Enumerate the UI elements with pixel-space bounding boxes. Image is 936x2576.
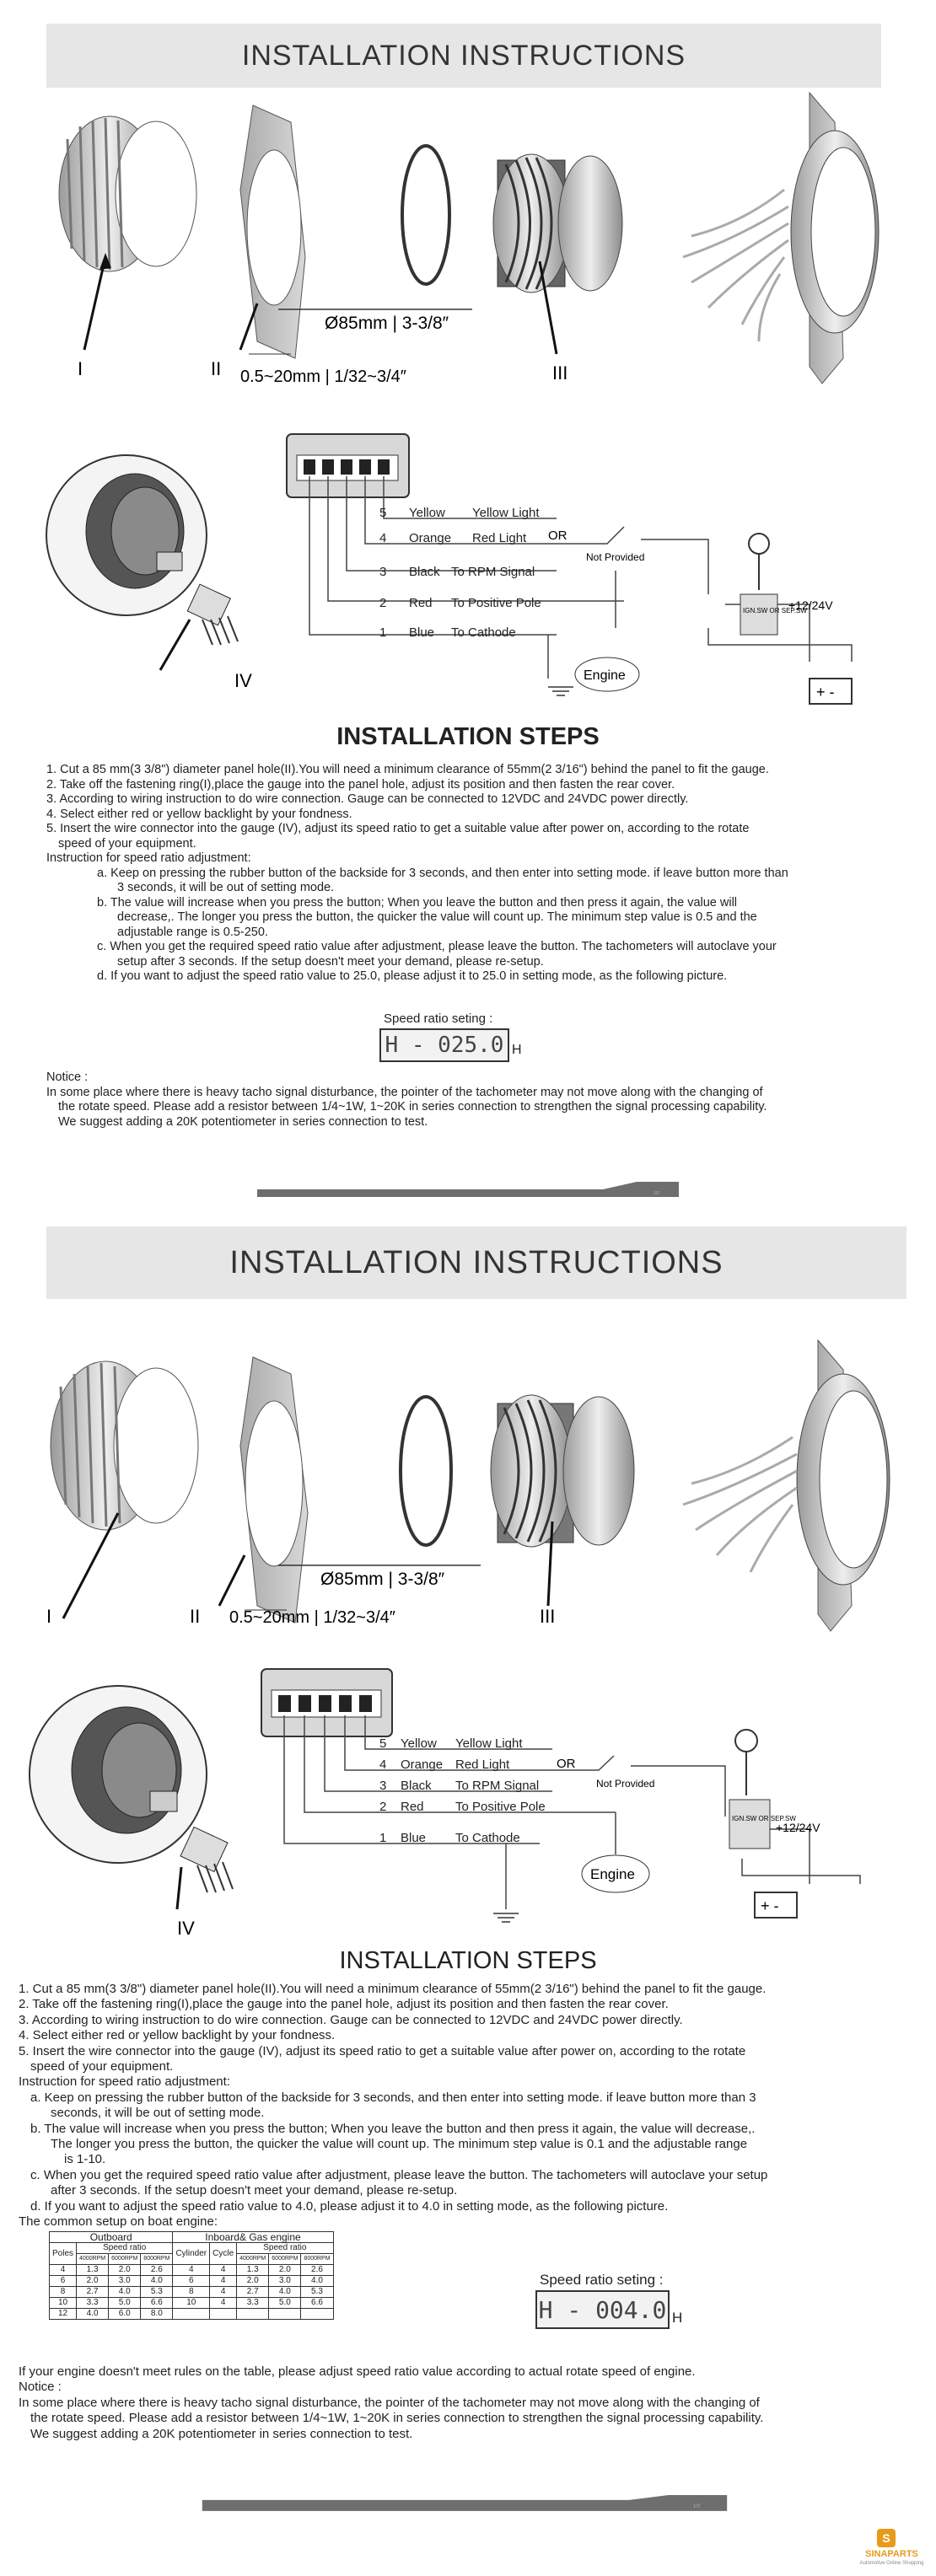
sub-step-b: b. The value will increase when you press the button; When you leave the button and then press it again, the value will decrease,. — [30, 2121, 756, 2136]
sinaparts-logo — [852, 2529, 932, 2569]
step-3: 3. According to wiring instruction to do wire connection. Gauge can be connected to 12VDC and 24VDC power directly. — [46, 792, 689, 806]
notice-line-1: In some place where there is heavy tacho signal disturbance, the pointer of the tachometer may not move along with the changing of — [46, 1085, 763, 1099]
svg-text:3: 3 — [379, 1779, 387, 1793]
sheet1-lcd-display — [379, 1028, 509, 1062]
lcd-value: H - 025.0 — [385, 1033, 504, 1058]
svg-text:Red Light: Red Light — [472, 531, 527, 545]
assembled-gauge-icon — [683, 93, 879, 384]
notice-title: Notice : — [46, 1071, 89, 1084]
threaded-nut-icon — [491, 1395, 634, 1547]
step-5-cont: speed of your equipment. — [58, 836, 196, 851]
notice-line-1: In some place where there is heavy tacho signal disturbance, the pointer of the tachometer may not move along with the changing of — [19, 2395, 760, 2410]
svg-text:Red: Red — [401, 1800, 424, 1814]
step-2: 2. Take off the fastening ring(I),place the gauge into the panel hole, adjust its position and then fasten the rear cover. — [46, 777, 675, 792]
key-icon — [749, 534, 769, 590]
or-label: OR — [557, 1757, 576, 1771]
svg-text:3: 3 — [379, 565, 387, 579]
key-icon — [735, 1730, 757, 1795]
notice-title: Notice : — [19, 2380, 62, 2395]
svg-text:Engine: Engine — [584, 668, 626, 683]
after-table-note: If your engine doesn't meet rules on the table, please adjust speed ratio value according to actual rotate speed of engine. — [19, 2364, 696, 2379]
svg-text:Orange: Orange — [401, 1758, 444, 1772]
sheet2-parts-diagram — [0, 1302, 936, 1640]
step-4: 4. Select either red or yellow backlight by your fondness. — [19, 2028, 336, 2043]
svg-text:4: 4 — [379, 531, 387, 545]
connector-label-iv: IV — [234, 670, 252, 691]
sub-step-b-cont: decrease,. The longer you press the button, the quicker the value will count up. The minimum step value is 0.5 and the — [117, 910, 757, 924]
voltage-label: +12/24V — [788, 598, 833, 612]
svg-text:IGN.SW OR SEP.SW: IGN.SW OR SEP.SW — [732, 1815, 796, 1822]
part-label-iii: III — [540, 1606, 556, 1627]
svg-text:To RPM Signal: To RPM Signal — [455, 1779, 540, 1793]
svg-text:5: 5 — [379, 506, 387, 520]
svg-text:To Positive Pole: To Positive Pole — [451, 596, 541, 610]
svg-text:Red: Red — [409, 596, 433, 610]
sheet1-notice — [46, 1071, 898, 1130]
notice-line-3: We suggest adding a 20K potentiometer in series connection to test. — [30, 2426, 413, 2441]
step-3: 3. According to wiring instruction to do wire connection. Gauge can be connected to 12VDC and 24VDC power directly. — [19, 2012, 683, 2027]
voltage-label: +12/24V — [776, 1821, 820, 1834]
step-5: 5. Insert the wire connector into the gauge (IV), adjust its speed ratio to get a suitable value after power on, according to the rotate — [19, 2043, 746, 2058]
notice-line-3: We suggest adding a 20K potentiometer in series connection to test. — [58, 1114, 428, 1129]
svg-text:Blue: Blue — [409, 625, 435, 640]
sub-step-b-cont2: is 1-10. — [64, 2152, 106, 2167]
notice-line-2: the rotate speed. Please add a resistor between 1/4~1W, 1~20K in series connection to strengthen the signal processing capability. — [58, 1100, 767, 1114]
sheet1-page-number: 1/2 — [654, 1191, 659, 1196]
sub-step-b: b. The value will increase when you press the button; When you leave the button and then press it again, the value will — [97, 895, 738, 910]
engine-icon — [575, 657, 639, 691]
part-label-iii: III — [552, 362, 568, 384]
sheet1-parts-diagram — [0, 89, 936, 409]
logo-icon: S — [877, 2529, 896, 2547]
not-provided-label: Not Provided — [586, 551, 645, 563]
svg-text:2: 2 — [379, 1800, 387, 1814]
hole-diameter-label: Ø85mm | 3-3/8″ — [325, 314, 449, 333]
step-1: 1. Cut a 85 mm(3 3/8") diameter panel hole(II).You will need a minimum clearance of 55mm(2 3/16") behind the panel to fit the gauge. — [46, 763, 769, 776]
sheet2-footer-bar — [19, 2495, 911, 2512]
table-head-outboard: Outboard — [50, 2232, 173, 2243]
wire-connector-icon — [180, 1827, 233, 1892]
instruction-sheet-2 — [0, 1226, 936, 2576]
part-label-ii: II — [211, 358, 222, 379]
o-ring-icon — [402, 146, 449, 284]
sub-step-a-cont: seconds, it will be out of setting mode. — [51, 2106, 265, 2121]
fastening-ring-icon — [51, 1361, 198, 1530]
svg-text:IGN.SW OR SEP.SW: IGN.SW OR SEP.SW — [743, 607, 807, 614]
sub-step-c-cont: setup after 3 seconds. If the setup doesn't meet your demand, please re-setup. — [117, 954, 544, 969]
engine-icon — [582, 1855, 649, 1892]
wire-list — [379, 1736, 546, 1845]
instruction-title: Instruction for speed ratio adjustment: — [46, 851, 251, 865]
svg-text:Red Light: Red Light — [455, 1758, 510, 1772]
svg-text:Yellow: Yellow — [409, 506, 445, 520]
svg-text:Black: Black — [401, 1779, 432, 1793]
sheet2-page-number: 1/2 — [693, 2504, 701, 2509]
table-head-inboard: Inboard& Gas engine — [173, 2232, 333, 2243]
part-label-i: I — [78, 358, 83, 379]
step-1: 1. Cut a 85 mm(3 3/8") diameter panel hole(II).You will need a minimum clearance of 55mm(2 3/16") behind the panel to fit the gauge. — [19, 1982, 767, 1996]
sheet2-notice — [19, 2364, 929, 2442]
svg-text:To Cathode: To Cathode — [455, 1831, 520, 1845]
connector-label-iv: IV — [177, 1918, 195, 1939]
lcd-suffix: H — [512, 1043, 522, 1057]
wire-connector-icon — [187, 584, 238, 645]
table-row: 6 2.0 3.0 4.0 6 4 2.0 3.0 4.0 — [50, 2276, 334, 2287]
threaded-nut-icon — [493, 154, 622, 292]
table-row: 12 4.0 6.0 8.0 — [50, 2309, 334, 2320]
instruction-sheet-1 — [0, 0, 936, 1222]
step-4: 4. Select either red or yellow backlight by your fondness. — [46, 807, 352, 821]
sheet1-steps — [46, 763, 890, 985]
table-row: 8 2.7 4.0 5.3 8 4 2.7 4.0 5.3 — [50, 2287, 334, 2298]
step-5: 5. Insert the wire connector into the gauge (IV), adjust its speed ratio to get a suitable value after power on, according to the rotate — [46, 822, 750, 835]
table-row: 4 1.3 2.0 2.6 4 4 1.3 2.0 2.6 — [50, 2265, 334, 2276]
wire-list — [379, 506, 541, 640]
fastening-ring-icon — [59, 116, 196, 271]
sheet1-wiring-diagram — [0, 426, 936, 712]
svg-text:Black: Black — [409, 565, 440, 579]
svg-text:2: 2 — [379, 596, 387, 610]
panel-thickness-label: 0.5~20mm | 1/32~3/4″ — [229, 1608, 395, 1627]
sheet1-header — [46, 24, 881, 88]
svg-text:5: 5 — [379, 1736, 387, 1751]
svg-text:+ -: + - — [761, 1897, 779, 1914]
table-row: 10 3.3 5.0 6.6 10 4 3.3 5.0 6.6 — [50, 2298, 334, 2309]
common-setup-title: The common setup on boat engine: — [19, 2214, 218, 2230]
sheet2-speed-ratio-label: Speed ratio seting : — [540, 2272, 664, 2288]
notice-line-2: the rotate speed. Please add a resistor between 1/4~1W, 1~20K in series connection to strengthen the signal processing capability. — [30, 2411, 764, 2426]
sub-step-c-cont: after 3 seconds. If the setup doesn't meet your demand, please re-setup. — [51, 2183, 458, 2198]
assembled-gauge-icon — [683, 1340, 890, 1631]
sheet2-steps-title: INSTALLATION STEPS — [339, 1947, 597, 1974]
hole-diameter-label: Ø85mm | 3-3/8″ — [320, 1570, 445, 1589]
sub-step-b-cont: The longer you press the button, the quicker the value will count up. The minimum step value is 0.1 and the adjustable range — [51, 2137, 748, 2152]
sub-step-b-cont2: adjustable range is 0.5-250. — [117, 925, 268, 939]
o-ring-icon — [401, 1397, 451, 1545]
svg-text:+ -: + - — [816, 684, 835, 700]
part-label-ii: II — [190, 1606, 201, 1627]
sub-step-d: d. If you want to adjust the speed ratio value to 25.0, please adjust it to 25.0 in setting mode, as the following picture. — [97, 969, 728, 983]
step-2: 2. Take off the fastening ring(I),place the gauge into the panel hole, adjust its position and then fasten the rear cover. — [19, 1997, 669, 2012]
speed-ratio-table: Outboard Inboard& Gas engine Poles Speed ratio Cylinder Cycle Speed ratio 4000RPM 6000RPM 8000RPM 4000RPM 6000RPM 8000RPM 4 1.3 2.0 2.6 4 4 1.3 2.0 2.6 6 2.0 3.0 4.0 6 4 2.0 3.0 4.0 8 2.7 4.0 5.3 8 4 2.7 4.0 5.3 10 3.3 5.0 6.6 10 4 3.3 5.0 6.6 12 4.0 6.0 8.0 — [49, 2231, 334, 2320]
svg-text:Yellow Light: Yellow Light — [455, 1736, 523, 1751]
sheet1-header-title: INSTALLATION INSTRUCTIONS — [241, 39, 686, 72]
lcd-suffix: H — [672, 2310, 683, 2326]
sheet2-steps — [19, 1982, 929, 2230]
sheet1-speed-ratio-label: Speed ratio seting : — [384, 1012, 493, 1026]
svg-text:Engine: Engine — [590, 1866, 635, 1882]
battery-icon — [755, 1892, 797, 1918]
svg-text:Yellow Light: Yellow Light — [472, 506, 540, 520]
svg-text:To Positive Pole: To Positive Pole — [455, 1800, 546, 1814]
svg-text:Yellow: Yellow — [401, 1736, 437, 1751]
lcd-value: H - 004.0 — [538, 2295, 667, 2324]
not-provided-label: Not Provided — [596, 1778, 655, 1790]
panel-plate-icon — [240, 1357, 308, 1623]
or-label: OR — [548, 529, 568, 543]
svg-text:To Cathode: To Cathode — [451, 625, 516, 640]
sheet2-header — [46, 1226, 906, 1299]
panel-thickness-label: 0.5~20mm | 1/32~3/4″ — [240, 368, 406, 386]
sheet2-header-title: INSTALLATION INSTRUCTIONS — [229, 1244, 724, 1280]
sheet1-footer-bar — [46, 1182, 890, 1199]
sheet2-lcd-display — [535, 2290, 670, 2329]
sub-step-a-cont: 3 seconds, it will be out of setting mode. — [117, 881, 335, 894]
sub-step-a: a. Keep on pressing the rubber button of the backside for 3 seconds, and then enter into setting mode. if leave button more than 3 — [30, 2090, 756, 2105]
ground-icon — [493, 1913, 519, 1922]
instruction-title: Instruction for speed ratio adjustment: — [19, 2074, 230, 2090]
sheet1-steps-title: INSTALLATION STEPS — [336, 723, 600, 750]
ground-icon — [548, 687, 573, 695]
svg-text:Blue: Blue — [401, 1831, 427, 1845]
gauge-back-icon — [86, 474, 184, 588]
svg-text:To RPM Signal: To RPM Signal — [451, 565, 535, 579]
sub-step-a: a. Keep on pressing the rubber button of the backside for 3 seconds, and then enter into setting mode. if leave button more than — [97, 866, 788, 880]
svg-text:Orange: Orange — [409, 531, 452, 545]
sheet2-wiring-diagram — [0, 1656, 936, 1943]
logo-text: SINAPARTS — [865, 2549, 918, 2559]
gauge-back-icon — [72, 1707, 181, 1833]
svg-text:4: 4 — [379, 1758, 387, 1772]
svg-text:1: 1 — [379, 625, 387, 640]
logo-tagline: Automotive Online Shopping — [859, 2561, 924, 2566]
sub-step-d: d. If you want to adjust the speed ratio value to 4.0, please adjust it to 4.0 in setting mode, as the following picture. — [30, 2198, 669, 2214]
sub-step-c: c. When you get the required speed ratio value after adjustment, please leave the button. The tachometers will autoclave your setup — [30, 2167, 768, 2182]
part-label-i: I — [46, 1606, 52, 1627]
battery-icon — [810, 679, 852, 704]
sub-step-c: c. When you get the required speed ratio value after adjustment, please leave the button. The tachometers will autoclave your — [97, 940, 777, 953]
step-5-cont: speed of your equipment. — [30, 2059, 174, 2074]
svg-text:1: 1 — [379, 1831, 387, 1845]
